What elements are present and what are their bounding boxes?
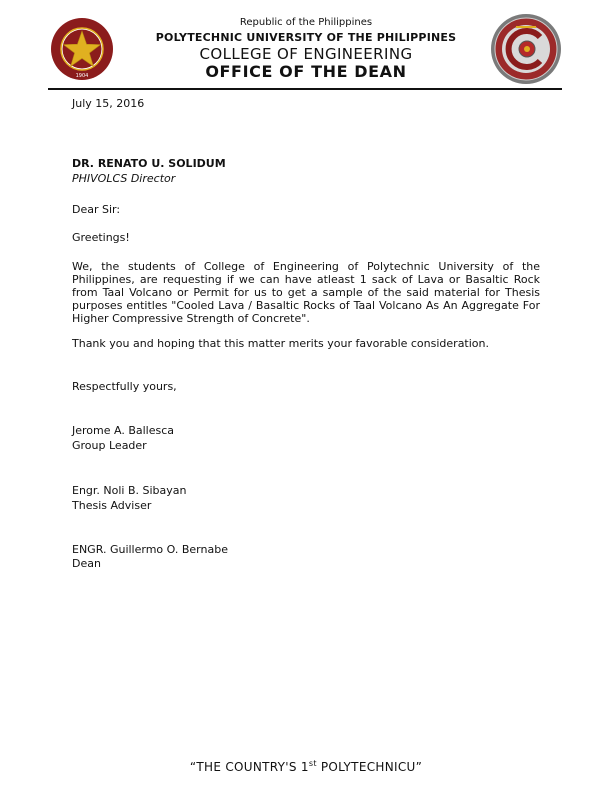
closing: Respectfully yours,: [72, 380, 177, 393]
header-divider: [48, 88, 562, 90]
college-name: COLLEGE OF ENGINEERING: [199, 45, 413, 63]
addressee-name: DR. RENATO U. SOLIDUM: [72, 157, 226, 170]
salutation: Dear Sir:: [72, 203, 121, 216]
letter-body: We, the students of College of Engineering of Polytechnic University of the Philippines, are requesting if we can have atleast 1 sack of Lava or Basaltic Rock from Taal Volcano or Permit for us to get a sample of the said material for Thesis purposes entitles "Cooled Lava / Basaltic Rocks of Taal Volcano As An Aggregate For Higher Compressive Strength of Concrete".: [72, 260, 540, 325]
signatory-name: Jerome A. Ballesca: [72, 424, 175, 437]
addressee-title: PHIVOLCS Director: [72, 172, 176, 185]
signatory-role: Dean: [72, 557, 101, 570]
thanks-line: Thank you and hoping that this matter merits your favorable consideration.: [72, 337, 490, 350]
signatory-role: Group Leader: [72, 439, 147, 452]
greeting: Greetings!: [72, 231, 130, 244]
signatory-name: Engr. Noli B. Sibayan: [72, 484, 187, 497]
footer-motto: [0, 759, 612, 774]
republic-line: Republic of the Philippines: [239, 17, 373, 28]
footer-motto-sup: st: [308, 759, 317, 768]
office-name: OFFICE OF THE DEAN: [205, 62, 407, 81]
university-name: POLYTECHNIC UNIVERSITY OF THE PHILIPPINES: [155, 31, 457, 44]
signatory-role: Thesis Adviser: [72, 499, 152, 512]
signatory-name: ENGR. Guillermo O. Bernabe: [72, 543, 228, 556]
footer-motto-post: POLYTECHNICU”: [316, 760, 423, 774]
svg-text:1904: 1904: [75, 73, 89, 79]
letter-date: July 15, 2016: [72, 97, 145, 110]
footer-motto-pre: “THE COUNTRY'S 1: [189, 760, 309, 774]
